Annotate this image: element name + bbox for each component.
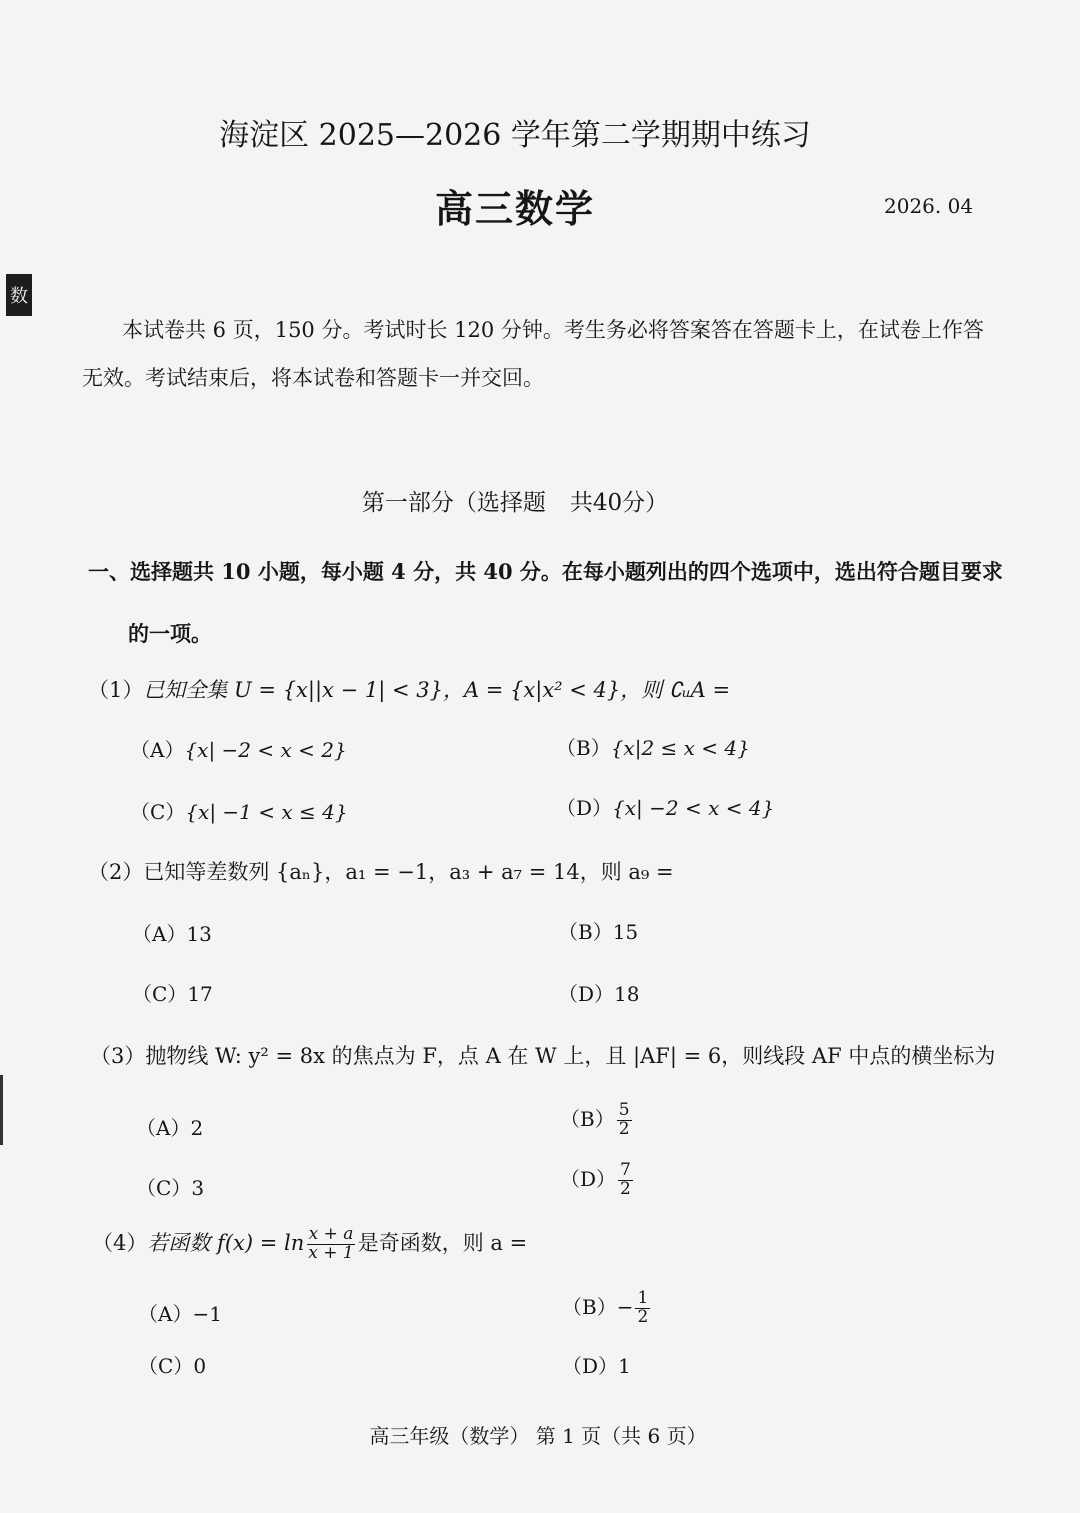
question-3-number: （3）	[90, 1044, 146, 1068]
option-text: 15	[612, 920, 639, 944]
option-text: 2	[190, 1116, 204, 1140]
option-text: 1	[618, 1354, 631, 1378]
option-text: {x|2 ≤ x < 4}	[610, 736, 750, 760]
fraction-numerator: 5	[618, 1100, 630, 1120]
question-4	[92, 1226, 527, 1263]
section-heading	[0, 484, 1030, 517]
option-label: （B）	[558, 920, 613, 944]
section-heading-left: 第一部分（选择题	[361, 490, 546, 516]
option-text: −1	[192, 1302, 222, 1326]
fraction-numerator: 1	[637, 1288, 649, 1308]
question-4-number: （4）	[92, 1230, 148, 1255]
option-label: （C）	[136, 1176, 192, 1200]
question-2-option-a	[132, 918, 212, 947]
section-intro-line-1: 一、选择题共 10 小题，每小题 4 分，共 40 分。在每小题列出的四个选项中，选出符合题目要求	[88, 559, 1003, 584]
fraction-denominator: x + 1	[308, 1242, 354, 1263]
question-2-option-d	[558, 978, 640, 1007]
option-label: （C）	[132, 982, 188, 1006]
question-2-number: （2）	[88, 860, 144, 884]
option-label: （B）	[560, 1106, 615, 1131]
fraction-denominator: 2	[637, 1306, 649, 1327]
question-1-number: （1）	[88, 678, 144, 702]
question-1	[88, 674, 730, 704]
question-3-option-c	[136, 1172, 204, 1201]
option-label: （B）	[556, 736, 611, 760]
question-1-option-b	[556, 732, 750, 761]
option-label: （D）	[556, 796, 613, 820]
question-2-option-c	[132, 978, 213, 1007]
fraction-numerator: 7	[620, 1160, 631, 1180]
fraction	[635, 1290, 650, 1327]
question-3-option-a	[136, 1112, 203, 1141]
fraction-denominator: 2	[620, 1178, 631, 1199]
fraction	[618, 1162, 633, 1199]
question-4-option-c	[138, 1350, 206, 1379]
option-label: （A）	[136, 1116, 191, 1140]
option-text: 0	[193, 1354, 207, 1378]
option-label: （D）	[562, 1354, 619, 1378]
option-text: 18	[614, 982, 640, 1006]
question-3-option-d	[560, 1162, 635, 1199]
option-label: （B）	[562, 1294, 617, 1319]
question-2-option-b	[558, 916, 638, 945]
question-2-stem: 已知等差数列 {aₙ}，a₁ = −1，a₃ + a₇ = 14，则 a₉ =	[143, 860, 674, 884]
section-intro-line-2: 的一项。	[128, 621, 212, 646]
option-label: （C）	[130, 800, 186, 824]
instructions-line-1: 本试卷共 6 页，150 分。考试时长 120 分钟。考生务必将答案答在答题卡上，在试卷上作答	[122, 318, 984, 342]
option-text: {x| −2 < x < 4}	[612, 796, 775, 820]
option-label: （A）	[132, 922, 187, 946]
question-4-stem-after: 是奇函数，则 a =	[357, 1230, 528, 1255]
option-label: （A）	[138, 1302, 193, 1326]
option-label: （D）	[560, 1166, 617, 1191]
exam-title: 海淀区 2025—2026 学年第二学期期中练习	[219, 118, 811, 153]
option-text: 13	[186, 922, 212, 946]
option-label: （D）	[558, 982, 615, 1006]
question-1-stem: 已知全集 U = {x||x − 1| < 3}，A = {x|x² < 4}，则 ∁ᵤA =	[143, 678, 731, 702]
fraction	[306, 1226, 355, 1263]
option-text: 3	[191, 1176, 205, 1200]
option-label: （C）	[138, 1354, 194, 1378]
question-1-option-c	[130, 796, 348, 825]
fraction-denominator: 2	[618, 1118, 630, 1139]
question-1-option-d	[556, 792, 774, 821]
option-sign: −	[616, 1294, 634, 1319]
subject-side-tab: 数	[6, 274, 32, 316]
section-heading-right: 共40分）	[569, 490, 669, 516]
question-2	[88, 856, 674, 886]
exam-date: 2026. 04	[884, 194, 974, 218]
question-4-option-b	[562, 1290, 652, 1327]
question-1-option-a	[130, 734, 347, 763]
question-3	[90, 1040, 995, 1070]
option-text: 17	[187, 982, 213, 1006]
question-3-stem: 抛物线 W: y² = 8x 的焦点为 F，点 A 在 W 上，且 |AF| = 6，则线段 AF 中点的横坐标为	[145, 1044, 996, 1068]
option-label: （A）	[130, 738, 185, 762]
fraction-numerator: x + a	[308, 1224, 354, 1244]
question-4-option-d	[562, 1350, 631, 1379]
question-3-option-b	[560, 1102, 634, 1139]
question-4-option-a	[138, 1298, 222, 1327]
page-footer: 高三年级（数学） 第 1 页（共 6 页）	[369, 1424, 707, 1448]
question-4-stem-before: 若函数 f(x) = ln	[147, 1230, 305, 1255]
scan-edge-mark	[0, 1075, 3, 1145]
option-text: {x| −2 < x < 2}	[184, 738, 347, 762]
subject-title: 高三数学	[434, 186, 595, 231]
instructions-line-2: 无效。考试结束后，将本试卷和答题卡一并交回。	[82, 366, 544, 390]
fraction	[617, 1102, 632, 1139]
option-text: {x| −1 < x ≤ 4}	[185, 800, 348, 824]
